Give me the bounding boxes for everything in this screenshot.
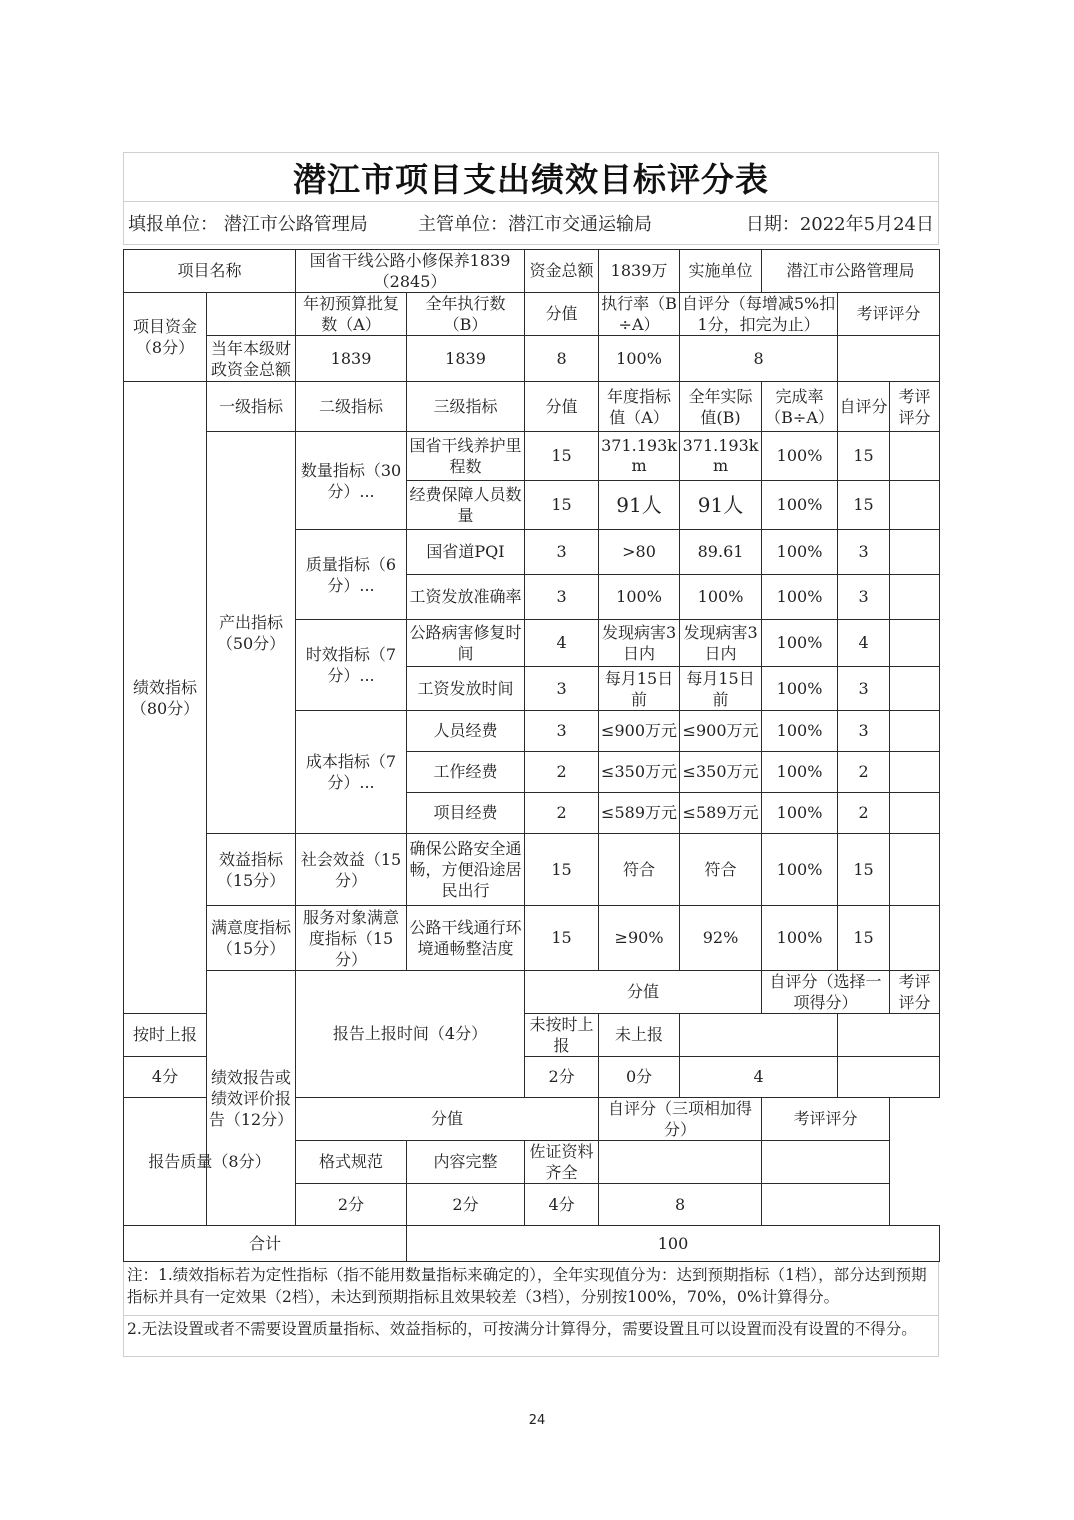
header-score: 分值 — [525, 382, 599, 432]
report-quality-review-label: 考评评分 — [762, 1098, 890, 1141]
indicator-rate: 100% — [762, 432, 838, 481]
report-time-score-label: 分值 — [525, 971, 762, 1014]
funds-rate-value: 100% — [599, 336, 680, 382]
level1-output: 产出指标（50分） — [207, 432, 296, 834]
indicator-self: 3 — [838, 667, 890, 711]
report-late-score: 2分 — [525, 1057, 599, 1098]
report-time-review-value — [838, 1057, 940, 1098]
report-time-review-label: 考评评分 — [890, 971, 940, 1014]
indicator-name: 经费保障人员数量 — [407, 481, 525, 530]
indicator-review — [890, 793, 940, 834]
indicator-name: 国省干线养护里程数 — [407, 432, 525, 481]
indicator-rate: 100% — [762, 530, 838, 575]
level2-cost: 成本指标（7分）... — [296, 711, 407, 834]
indicator-self: 15 — [838, 834, 890, 906]
funds-score-value: 8 — [525, 336, 599, 382]
funds-header-row — [124, 293, 940, 336]
report-late: 未按时上报 — [525, 1014, 599, 1057]
indicator-score: 2 — [525, 793, 599, 834]
indicator-self: 3 — [838, 711, 890, 752]
report-time-self-label: 自评分（选择一项得分） — [762, 971, 890, 1014]
report-not-reported: 未上报 — [599, 1014, 680, 1057]
indicator-actual: 92% — [680, 906, 762, 971]
report-evidence-score: 4分 — [525, 1184, 599, 1226]
report-not-reported-score: 0分 — [599, 1057, 680, 1098]
project-name-value: 国省干线公路小修保养1839（2845） — [296, 250, 525, 293]
funds-header-self: 自评分（每增减5%扣1分，扣完为止） — [680, 293, 838, 336]
report-date: 日期：2022年5月24日 — [745, 214, 934, 235]
report-quality-self-label: 自评分（三项相加得分） — [599, 1098, 762, 1141]
indicator-score: 3 — [525, 711, 599, 752]
funds-review-value — [838, 336, 940, 382]
report-quality-self-blank — [599, 1141, 762, 1184]
indicator-target: ≤350万元 — [599, 752, 680, 793]
funds-self-value: 8 — [680, 336, 838, 382]
header-level2: 二级指标 — [296, 382, 407, 432]
indicator-rate: 100% — [762, 906, 838, 971]
page-number: 24 — [528, 1413, 546, 1428]
indicator-score: 3 — [525, 575, 599, 620]
report-content-score: 2分 — [407, 1184, 525, 1226]
level2-service: 服务对象满意度指标（15分） — [296, 906, 407, 971]
funds-row-label: 当年本级财政资金总额 — [207, 336, 296, 382]
indicator-review — [890, 481, 940, 530]
indicator-name: 人员经费 — [407, 711, 525, 752]
header-level3: 三级指标 — [407, 382, 525, 432]
project-row — [124, 250, 940, 293]
indicator-target: >80 — [599, 530, 680, 575]
indicator-review — [890, 530, 940, 575]
report-quality-review-blank — [762, 1141, 890, 1184]
indicator-actual: 每月15日前 — [680, 667, 762, 711]
level1-satisfaction: 满意度指标（15分） — [207, 906, 296, 971]
indicator-review — [890, 667, 940, 711]
funds-header-exec: 全年执行数（B） — [407, 293, 525, 336]
table-row — [124, 834, 940, 906]
info-bar — [123, 201, 939, 245]
header-review: 考评评分 — [890, 382, 940, 432]
indicator-review — [890, 834, 940, 906]
indicator-rate: 100% — [762, 620, 838, 667]
indicator-review — [890, 575, 940, 620]
indicator-target: 371.193km — [599, 432, 680, 481]
indicator-rate: 100% — [762, 575, 838, 620]
header-actual: 全年实际值(B) — [680, 382, 762, 432]
indicator-actual: 100% — [680, 575, 762, 620]
header-self: 自评分 — [838, 382, 890, 432]
indicator-name: 项目经费 — [407, 793, 525, 834]
indicator-actual: 89.61 — [680, 530, 762, 575]
funds-section-label: 项目资金（8分） — [124, 293, 207, 382]
indicator-rate: 100% — [762, 711, 838, 752]
score-sheet — [123, 152, 939, 1357]
impl-unit-value: 潜江市公路管理局 — [762, 250, 940, 293]
report-content: 内容完整 — [407, 1141, 525, 1184]
report-format-score: 2分 — [296, 1184, 407, 1226]
indicator-score: 15 — [525, 834, 599, 906]
report-on-time: 按时上报 — [124, 1014, 207, 1057]
indicator-self: 15 — [838, 432, 890, 481]
total-value: 100 — [407, 1226, 940, 1262]
header-target: 年度指标值（A） — [599, 382, 680, 432]
indicator-actual: 符合 — [680, 834, 762, 906]
indicator-rate: 100% — [762, 793, 838, 834]
total-row — [124, 1226, 940, 1262]
indicator-rate: 100% — [762, 481, 838, 530]
report-time-review-blank — [838, 1014, 940, 1057]
report-time-header-row — [124, 971, 940, 1014]
level2-timeliness: 时效指标（7分）... — [296, 620, 407, 711]
header-rate: 完成率（B÷A） — [762, 382, 838, 432]
level2-quality: 质量指标（6分）... — [296, 530, 407, 620]
indicator-score: 2 — [525, 752, 599, 793]
impl-unit-label: 实施单位 — [680, 250, 762, 293]
level2-quantity: 数量指标（30分）... — [296, 432, 407, 530]
indicator-score: 15 — [525, 432, 599, 481]
report-time-self-blank — [680, 1014, 838, 1057]
indicator-self: 15 — [838, 906, 890, 971]
indicator-review — [890, 906, 940, 971]
funds-exec-value: 1839 — [407, 336, 525, 382]
score-table — [123, 249, 940, 1262]
supervisor-unit: 主管单位：潜江市交通运输局 — [418, 214, 652, 235]
report-format: 格式规范 — [296, 1141, 407, 1184]
page-title: 潜江市项目支出绩效目标评分表 — [123, 152, 939, 201]
indicator-self: 2 — [838, 793, 890, 834]
indicator-target: 发现病害3日内 — [599, 620, 680, 667]
funds-header-score: 分值 — [525, 293, 599, 336]
total-label: 合计 — [124, 1226, 407, 1262]
indicator-target: ≤900万元 — [599, 711, 680, 752]
header-level1: 一级指标 — [207, 382, 296, 432]
indicator-target: 符合 — [599, 834, 680, 906]
indicator-actual: 91人 — [680, 481, 762, 530]
indicator-score: 4 — [525, 620, 599, 667]
indicator-self: 15 — [838, 481, 890, 530]
report-time-label: 报告上报时间（4分） — [296, 971, 525, 1098]
indicator-name: 工资发放时间 — [407, 667, 525, 711]
indicator-rate: 100% — [762, 667, 838, 711]
report-on-time-score: 4分 — [124, 1057, 207, 1098]
funds-blank-cell — [207, 293, 296, 336]
table-row — [124, 432, 940, 481]
report-quality-self-value: 8 — [599, 1184, 762, 1226]
report-quality-score-label: 分值 — [296, 1098, 599, 1141]
indicator-target: 每月15日前 — [599, 667, 680, 711]
report-section-label: 绩效报告或绩效评价报告（12分） — [207, 971, 296, 1226]
indicator-rate: 100% — [762, 752, 838, 793]
filler-unit: 填报单位： 潜江市公路管理局 — [128, 214, 368, 235]
indicator-name: 公路干线通行环境通畅整洁度 — [407, 906, 525, 971]
indicator-score: 15 — [525, 481, 599, 530]
funds-header-rate: 执行率（B÷A） — [599, 293, 680, 336]
report-evidence: 佐证资料齐全 — [525, 1141, 599, 1184]
indicator-score: 15 — [525, 906, 599, 971]
indicator-review — [890, 752, 940, 793]
indicator-self: 4 — [838, 620, 890, 667]
indicator-actual: ≤900万元 — [680, 711, 762, 752]
note-2: 2.无法设置或者不需要设置质量指标、效益指标的，可按满分计算得分，需要设置且可以设置而没有设置的不得分。 — [123, 1316, 939, 1357]
table-row — [124, 906, 940, 971]
note-1: 注：1.绩效指标若为定性指标（指不能用数量指标来确定的），全年实现值分为：达到预期指标（1档），部分达到预期指标并具有一定效果（2档），未达到预期指标且效果较差（3档），分别按100%，70%，0%计算得分。 — [123, 1262, 939, 1316]
notes — [123, 1262, 939, 1357]
indicator-actual: 发现病害3日内 — [680, 620, 762, 667]
project-name-label: 项目名称 — [124, 250, 296, 293]
indicator-self: 2 — [838, 752, 890, 793]
report-quality-label: 报告质量（8分） — [124, 1098, 296, 1226]
funds-budget-value: 1839 — [296, 336, 407, 382]
indicator-actual: 371.193km — [680, 432, 762, 481]
indicator-self: 3 — [838, 575, 890, 620]
funds-header-budget: 年初预算批复数（A） — [296, 293, 407, 336]
funds-header-review: 考评评分 — [838, 293, 940, 336]
indicator-review — [890, 432, 940, 481]
indicator-name: 确保公路安全通畅，方便沿途居民出行 — [407, 834, 525, 906]
indicator-review — [890, 711, 940, 752]
indicator-target: ≤589万元 — [599, 793, 680, 834]
indicator-name: 工资发放准确率 — [407, 575, 525, 620]
indicators-header-row — [124, 382, 940, 432]
indicator-target: 100% — [599, 575, 680, 620]
indicator-target: ≥90% — [599, 906, 680, 971]
report-quality-review-value — [762, 1184, 890, 1226]
indicator-actual: ≤589万元 — [680, 793, 762, 834]
indicator-actual: ≤350万元 — [680, 752, 762, 793]
level2-social: 社会效益（15分） — [296, 834, 407, 906]
indicator-name: 国省道PQI — [407, 530, 525, 575]
report-time-self-value: 4 — [680, 1057, 838, 1098]
indicator-target: 91人 — [599, 481, 680, 530]
fund-total-label: 资金总额 — [525, 250, 599, 293]
indicator-rate: 100% — [762, 834, 838, 906]
indicator-name: 公路病害修复时间 — [407, 620, 525, 667]
funds-value-row — [124, 336, 940, 382]
indicator-review — [890, 620, 940, 667]
indicator-name: 工作经费 — [407, 752, 525, 793]
level1-benefit: 效益指标（15分） — [207, 834, 296, 906]
indicator-score: 3 — [525, 667, 599, 711]
indicators-section-label: 绩效指标（80分） — [124, 382, 207, 1014]
indicator-score: 3 — [525, 530, 599, 575]
fund-total-value: 1839万 — [599, 250, 680, 293]
indicator-self: 3 — [838, 530, 890, 575]
